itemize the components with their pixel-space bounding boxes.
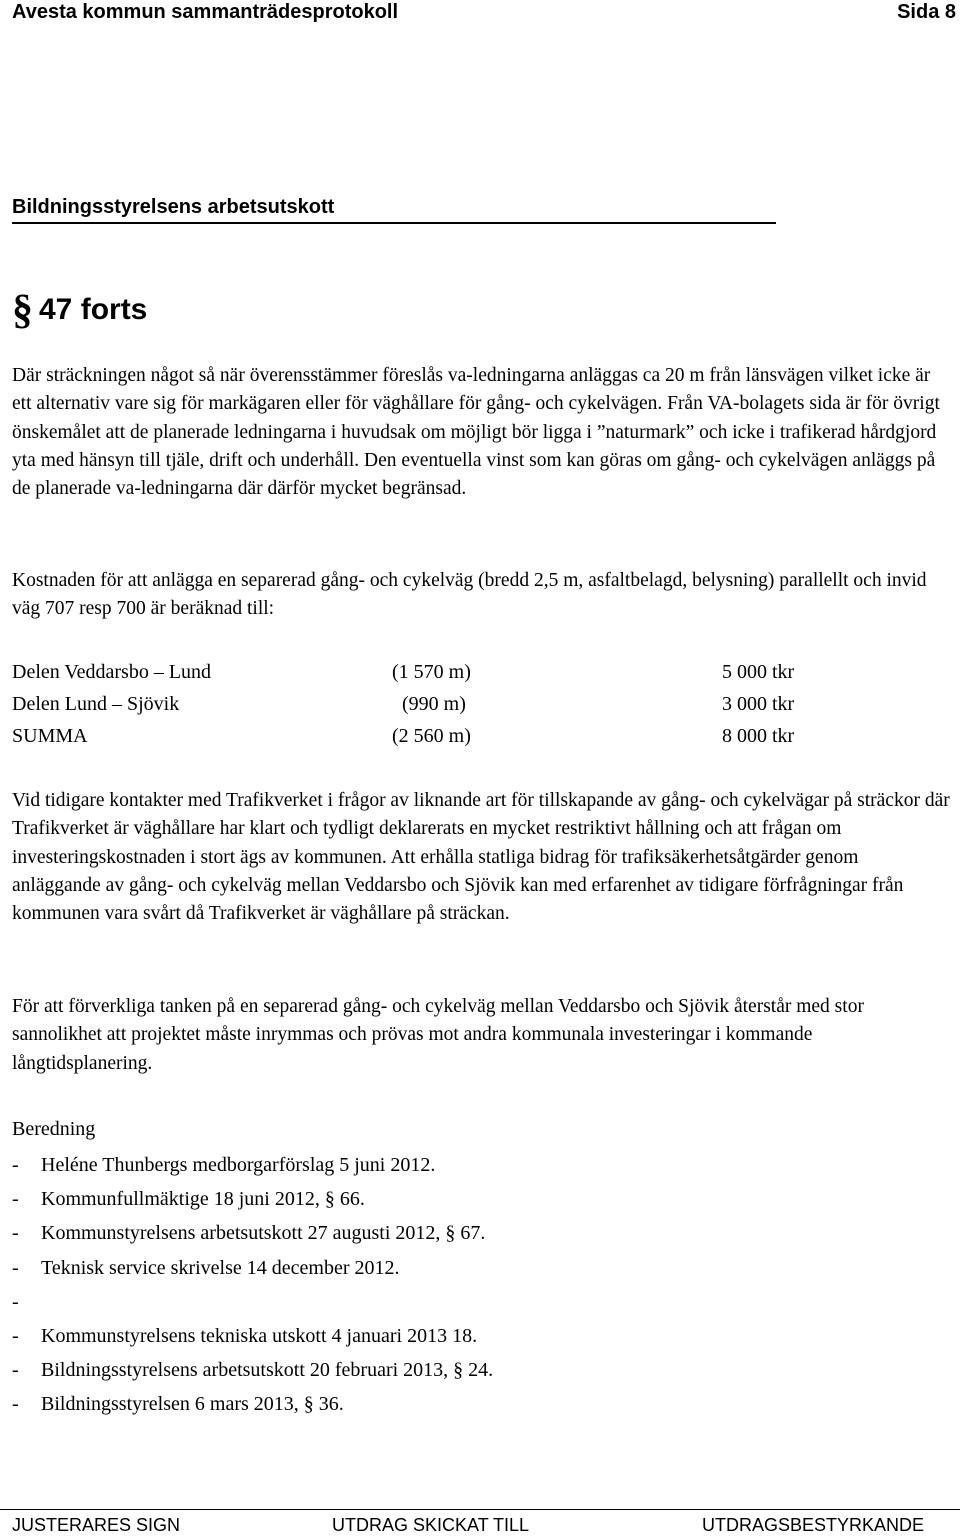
footer-utdragsbestyrkande: UTDRAGSBESTYRKANDE	[702, 1515, 925, 1535]
table-row	[12, 656, 952, 688]
cost-amount: 8 000 tkr	[722, 725, 795, 747]
beredning-list	[12, 1148, 952, 1422]
list-item: - Kommunstyrelsens arbetsutskott 27 augusti 2012, § 67.	[12, 1222, 486, 1245]
list-item: - Heléne Thunbergs medborgarförslag 5 juni 2012.	[12, 1154, 436, 1176]
paragraph-trafikverket: Vid tidigare kontakter med Trafikverket i frågor av liknande art för tillskapande av gång- och cykelvägar på sträckor där Trafikverket är väghållare har klart och tydligt deklarerats en mycket restriktivt hållning och att frågan om investeringskostnaden i stort ägs av kommunen. Att erhålla statliga bidrag för trafiksäkerhetsåtgärder genom anläggande av gång- och cykelväg mellan Veddarsbo och Sjövik kan med erfarenhet av tidigare förfrågningar från kommunen vara svårt då Trafikverket är väghållare på sträckan.	[12, 790, 950, 925]
list-item: -	[12, 1290, 19, 1313]
table-row	[12, 688, 952, 720]
list-item: - Bildningsstyrelsens arbetsutskott 20 februari 2013, § 24.	[12, 1359, 494, 1382]
list-item: - Bildningsstyrelsen 6 mars 2013, § 36.	[12, 1393, 344, 1416]
paragraph-symbol: §	[12, 287, 33, 333]
page-header	[12, 0, 956, 24]
cost-length: (2 560 m)	[392, 725, 471, 747]
cost-amount: 3 000 tkr	[722, 693, 795, 715]
footer-justerares-sign: JUSTERARES SIGN	[12, 1515, 181, 1535]
cost-length: (990 m)	[392, 693, 466, 715]
document-title: Avesta kommun sammanträdesprotokoll	[12, 1, 399, 23]
footer-divider	[0, 1509, 960, 1510]
footer-utdrag-skickat: UTDRAG SKICKAT TILL	[332, 1515, 530, 1535]
paragraph-cost-intro: Kostnaden för att anlägga en separerad gång- och cykelväg (bredd 2,5 m, asfaltbelagd, belysning) parallellt och invid väg 707 resp 700 är beräknad till:	[12, 570, 927, 620]
list-item: - Kommunfullmäktige 18 juni 2012, § 66.	[12, 1188, 365, 1211]
cost-length: (1 570 m)	[392, 661, 471, 683]
section-number: 47 forts	[39, 293, 148, 326]
paragraph-route: Där sträckningen något så när överensstämmer föreslås va-ledningarna anläggas ca 20 m från länsvägen vilket icke är ett alternativ vare sig för markägaren eller för väghållare för gång- och cykelvägen. Från VA-bolagets sida är för övrigt önskemålet att de planerade ledningarna i huvudsak om möjligt bör ligga i ”naturmark” och icke i trafikerad hårdgjord yta med hänsyn till tjäle, drift och underhåll. Den eventuella vinst som kan göras om gång- och cykelvägen anläggs på de planerade va-ledningarna där därför mycket begränsad.	[12, 365, 940, 500]
cost-section: Delen Lund – Sjövik	[12, 693, 180, 715]
list-item: - Teknisk service skrivelse 14 december 2012.	[12, 1256, 400, 1279]
committee-heading	[12, 194, 776, 224]
section-title	[12, 288, 147, 332]
page-number: Sida 8	[897, 1, 956, 23]
cost-section: Delen Veddarsbo – Lund	[12, 661, 212, 683]
beredning-heading: Beredning	[12, 1118, 96, 1140]
cost-section: SUMMA	[12, 725, 88, 747]
table-row	[12, 720, 952, 752]
committee-name: Bildningsstyrelsens arbetsutskott	[12, 196, 335, 218]
list-item: - Kommunstyrelsens tekniska utskott 4 januari 2013 18.	[12, 1324, 478, 1347]
paragraph-conclusion: För att förverkliga tanken på en separerad gång- och cykelväg mellan Veddarsbo och Sjövik återstår med stor sannolikhet att projektet måste inrymmas och prövas mot andra kommunala investeringar i kommande långtidsplanering.	[12, 996, 864, 1074]
cost-amount: 5 000 tkr	[722, 661, 795, 683]
